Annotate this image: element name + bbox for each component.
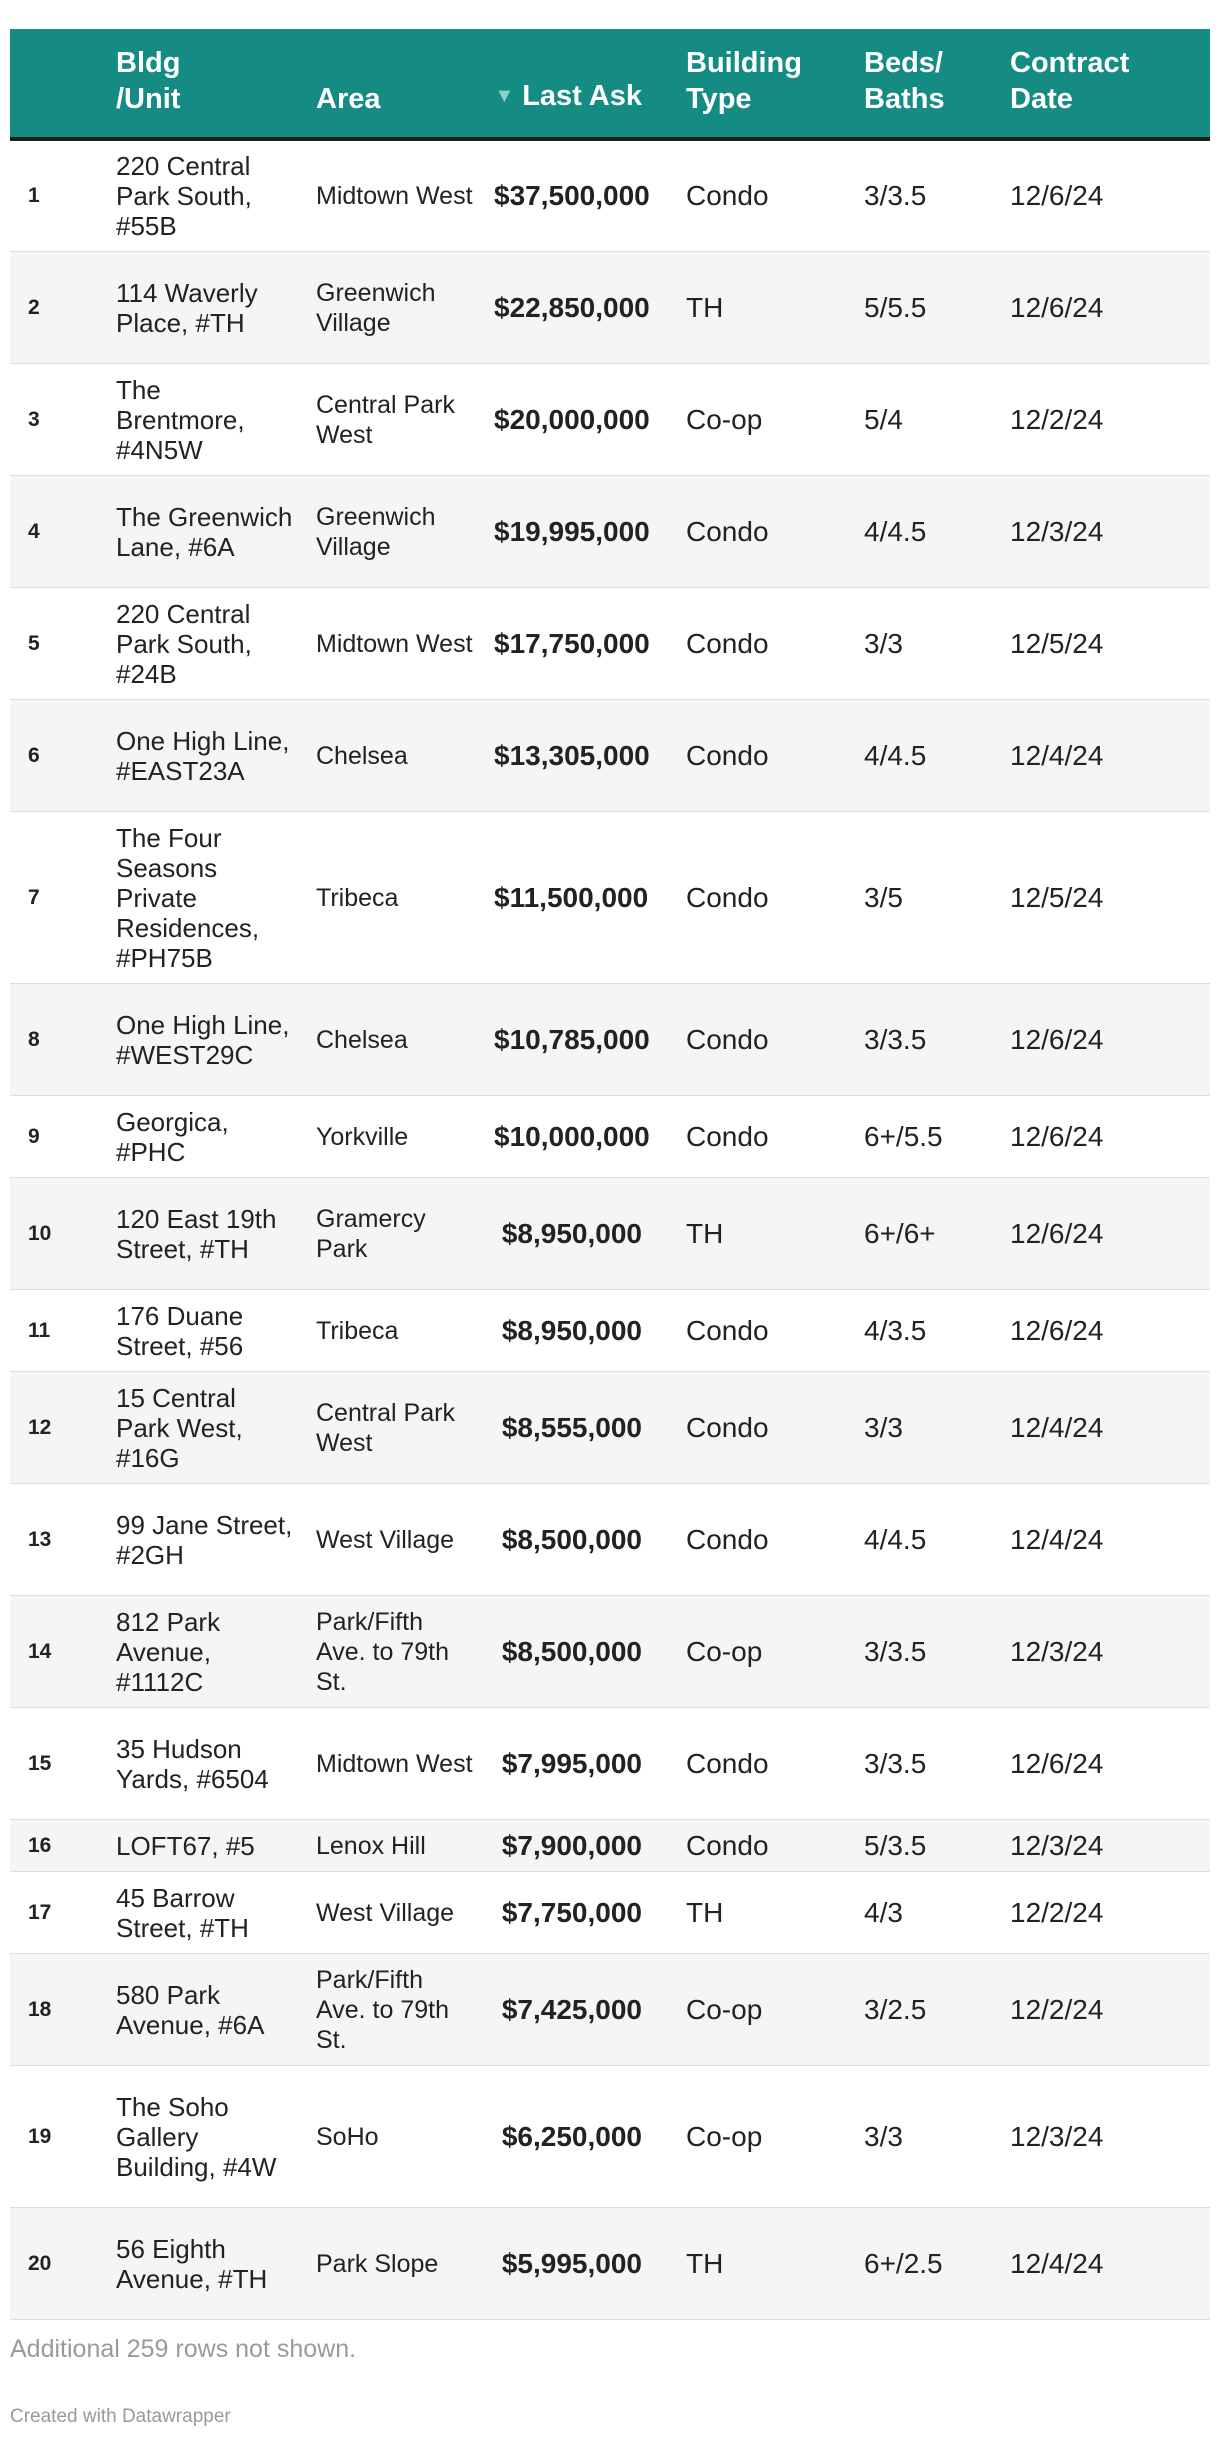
header-beds-baths[interactable]	[854, 29, 1000, 139]
cell-contract-date: 12/6/24	[1000, 1290, 1210, 1372]
cell-beds-baths: 3/3.5	[854, 1596, 1000, 1708]
cell-rank: 9	[10, 1096, 106, 1178]
header-building-type[interactable]	[676, 29, 854, 139]
cell-area: Park Slope	[306, 2208, 484, 2320]
cell-last-ask: $13,305,000	[484, 700, 676, 812]
cell-beds-baths: 3/3.5	[854, 1708, 1000, 1820]
cell-contract-date: 12/4/24	[1000, 1372, 1210, 1484]
cell-rank: 10	[10, 1178, 106, 1290]
cell-beds-baths: 5/5.5	[854, 252, 1000, 364]
table-row	[10, 1096, 1210, 1178]
cell-contract-date: 12/6/24	[1000, 1708, 1210, 1820]
cell-unit: 812 Park Avenue, #1112C	[106, 1596, 306, 1708]
cell-rank: 20	[10, 2208, 106, 2320]
cell-beds-baths: 3/5	[854, 812, 1000, 984]
cell-contract-date: 12/3/24	[1000, 2066, 1210, 2208]
cell-area: Midtown West	[306, 139, 484, 252]
cell-area: Lenox Hill	[306, 1820, 484, 1872]
table-row	[10, 1954, 1210, 2066]
cell-building-type: Co-op	[676, 1596, 854, 1708]
table-row	[10, 1372, 1210, 1484]
cell-contract-date: 12/6/24	[1000, 984, 1210, 1096]
cell-rank: 13	[10, 1484, 106, 1596]
cell-unit: 15 Central Park West, #16G	[106, 1372, 306, 1484]
cell-last-ask: $8,950,000	[484, 1178, 676, 1290]
cell-contract-date: 12/3/24	[1000, 476, 1210, 588]
cell-building-type: TH	[676, 252, 854, 364]
cell-contract-date: 12/3/24	[1000, 1820, 1210, 1872]
cell-contract-date: 12/2/24	[1000, 1872, 1210, 1954]
cell-area: Park/Fifth Ave. to 79th St.	[306, 1954, 484, 2066]
cell-beds-baths: 3/3	[854, 588, 1000, 700]
cell-unit: 220 Central Park South, #55B	[106, 139, 306, 252]
table-row	[10, 984, 1210, 1096]
cell-building-type: TH	[676, 1872, 854, 1954]
cell-last-ask: $20,000,000	[484, 364, 676, 476]
cell-beds-baths: 3/2.5	[854, 1954, 1000, 2066]
table-row	[10, 2066, 1210, 2208]
cell-rank: 6	[10, 700, 106, 812]
cell-building-type: Condo	[676, 1290, 854, 1372]
cell-rank: 16	[10, 1820, 106, 1872]
cell-last-ask: $6,250,000	[484, 2066, 676, 2208]
cell-building-type: Condo	[676, 1096, 854, 1178]
cell-building-type: Condo	[676, 700, 854, 812]
cell-rank: 12	[10, 1372, 106, 1484]
cell-unit: One High Line, #WEST29C	[106, 984, 306, 1096]
listings-table	[10, 29, 1210, 2320]
cell-last-ask: $7,750,000	[484, 1872, 676, 1954]
cell-unit: Georgica, #PHC	[106, 1096, 306, 1178]
cell-last-ask: $8,500,000	[484, 1484, 676, 1596]
cell-beds-baths: 4/4.5	[854, 1484, 1000, 1596]
header-building-type-label: Building Type	[686, 47, 802, 115]
table-row	[10, 476, 1210, 588]
table-row	[10, 1596, 1210, 1708]
table-row	[10, 1178, 1210, 1290]
cell-last-ask: $10,785,000	[484, 984, 676, 1096]
cell-area: Park/Fifth Ave. to 79th St.	[306, 1596, 484, 1708]
cell-unit: 176 Duane Street, #56	[106, 1290, 306, 1372]
cell-contract-date: 12/6/24	[1000, 252, 1210, 364]
table-row	[10, 1290, 1210, 1372]
cell-beds-baths: 5/3.5	[854, 1820, 1000, 1872]
cell-rank: 7	[10, 812, 106, 984]
cell-unit: 220 Central Park South, #24B	[106, 588, 306, 700]
cell-last-ask: $8,950,000	[484, 1290, 676, 1372]
cell-beds-baths: 3/3	[854, 2066, 1000, 2208]
cell-building-type: TH	[676, 1178, 854, 1290]
cell-unit: One High Line, #EAST23A	[106, 700, 306, 812]
cell-beds-baths: 4/3.5	[854, 1290, 1000, 1372]
cell-rank: 14	[10, 1596, 106, 1708]
table-row	[10, 1484, 1210, 1596]
cell-building-type: Condo	[676, 1484, 854, 1596]
cell-contract-date: 12/5/24	[1000, 812, 1210, 984]
table-row	[10, 139, 1210, 252]
cell-contract-date: 12/6/24	[1000, 139, 1210, 252]
cell-rank: 3	[10, 364, 106, 476]
header-last-ask[interactable]	[484, 29, 676, 139]
cell-building-type: Condo	[676, 139, 854, 252]
table-notes: Additional 259 rows not shown.	[10, 2335, 357, 2363]
cell-rank: 4	[10, 476, 106, 588]
cell-rank: 19	[10, 2066, 106, 2208]
cell-rank: 17	[10, 1872, 106, 1954]
cell-last-ask: $7,425,000	[484, 1954, 676, 2066]
cell-last-ask: $8,500,000	[484, 1596, 676, 1708]
table-row	[10, 1708, 1210, 1820]
cell-last-ask: $37,500,000	[484, 139, 676, 252]
cell-beds-baths: 5/4	[854, 364, 1000, 476]
cell-last-ask: $19,995,000	[484, 476, 676, 588]
cell-rank: 2	[10, 252, 106, 364]
cell-last-ask: $17,750,000	[484, 588, 676, 700]
cell-building-type: Co-op	[676, 2066, 854, 2208]
cell-unit: 35 Hudson Yards, #6504	[106, 1708, 306, 1820]
cell-contract-date: 12/4/24	[1000, 1484, 1210, 1596]
cell-unit: The Four Seasons Private Residences, #PH75B	[106, 812, 306, 984]
table-row	[10, 1820, 1210, 1872]
table-row	[10, 588, 1210, 700]
cell-last-ask: $5,995,000	[484, 2208, 676, 2320]
table-row	[10, 364, 1210, 476]
cell-unit: LOFT67, #5	[106, 1820, 306, 1872]
cell-last-ask: $11,500,000	[484, 812, 676, 984]
cell-building-type: Co-op	[676, 1954, 854, 2066]
cell-contract-date: 12/2/24	[1000, 364, 1210, 476]
cell-unit: 45 Barrow Street, #TH	[106, 1872, 306, 1954]
cell-area: Central Park West	[306, 364, 484, 476]
cell-last-ask: $7,995,000	[484, 1708, 676, 1820]
cell-last-ask: $22,850,000	[484, 252, 676, 364]
cell-area: Tribeca	[306, 812, 484, 984]
datawrapper-credit[interactable]: Created with Datawrapper	[10, 2406, 231, 2427]
table-row	[10, 1872, 1210, 1954]
header-row	[10, 29, 1210, 139]
cell-area: Chelsea	[306, 700, 484, 812]
cell-rank: 18	[10, 1954, 106, 2066]
cell-building-type: Condo	[676, 1708, 854, 1820]
table-row	[10, 812, 1210, 984]
cell-area: Greenwich Village	[306, 252, 484, 364]
cell-contract-date: 12/3/24	[1000, 1596, 1210, 1708]
cell-building-type: Condo	[676, 588, 854, 700]
cell-rank: 11	[10, 1290, 106, 1372]
cell-beds-baths: 3/3	[854, 1372, 1000, 1484]
cell-area: Central Park West	[306, 1372, 484, 1484]
cell-last-ask: $7,900,000	[484, 1820, 676, 1872]
cell-rank: 1	[10, 139, 106, 252]
cell-area: Midtown West	[306, 588, 484, 700]
header-beds-baths-label: Beds/ Baths	[864, 47, 945, 115]
cell-contract-date: 12/4/24	[1000, 700, 1210, 812]
table-row	[10, 252, 1210, 364]
cell-rank: 15	[10, 1708, 106, 1820]
header-rank[interactable]	[10, 29, 106, 139]
cell-unit: The Soho Gallery Building, #4W	[106, 2066, 306, 2208]
cell-last-ask: $10,000,000	[484, 1096, 676, 1178]
cell-rank: 8	[10, 984, 106, 1096]
cell-unit: 99 Jane Street, #2GH	[106, 1484, 306, 1596]
cell-building-type: TH	[676, 2208, 854, 2320]
cell-building-type: Condo	[676, 476, 854, 588]
cell-area: SoHo	[306, 2066, 484, 2208]
cell-contract-date: 12/2/24	[1000, 1954, 1210, 2066]
header-contract-date[interactable]	[1000, 29, 1210, 139]
header-unit-label: Bldg /Unit	[116, 47, 181, 115]
table-row	[10, 700, 1210, 812]
sort-descending-icon: ▼	[494, 85, 515, 107]
header-last-ask-label: Last Ask	[522, 80, 642, 112]
cell-unit: 120 East 19th Street, #TH	[106, 1178, 306, 1290]
table-container	[10, 29, 1210, 2320]
cell-area: West Village	[306, 1484, 484, 1596]
header-contract-date-label: Contract Date	[1010, 47, 1130, 115]
cell-area: Tribeca	[306, 1290, 484, 1372]
cell-area: Midtown West	[306, 1708, 484, 1820]
cell-unit: The Greenwich Lane, #6A	[106, 476, 306, 588]
cell-contract-date: 12/6/24	[1000, 1178, 1210, 1290]
cell-beds-baths: 3/3.5	[854, 139, 1000, 252]
cell-area: West Village	[306, 1872, 484, 1954]
cell-contract-date: 12/4/24	[1000, 2208, 1210, 2320]
cell-beds-baths: 4/3	[854, 1872, 1000, 1954]
header-unit[interactable]	[106, 29, 306, 139]
cell-unit: 580 Park Avenue, #6A	[106, 1954, 306, 2066]
table-row	[10, 2208, 1210, 2320]
table-body	[10, 139, 1210, 2320]
cell-building-type: Condo	[676, 984, 854, 1096]
cell-area: Yorkville	[306, 1096, 484, 1178]
cell-contract-date: 12/5/24	[1000, 588, 1210, 700]
table-header	[10, 29, 1210, 139]
cell-contract-date: 12/6/24	[1000, 1096, 1210, 1178]
cell-beds-baths: 4/4.5	[854, 700, 1000, 812]
header-area[interactable]: Area	[316, 83, 381, 115]
cell-unit: The Brentmore, #4N5W	[106, 364, 306, 476]
cell-unit: 114 Waverly Place, #TH	[106, 252, 306, 364]
cell-rank: 5	[10, 588, 106, 700]
cell-area: Gramercy Park	[306, 1178, 484, 1290]
cell-unit: 56 Eighth Avenue, #TH	[106, 2208, 306, 2320]
cell-building-type: Co-op	[676, 364, 854, 476]
cell-beds-baths: 6+/6+	[854, 1178, 1000, 1290]
cell-area: Chelsea	[306, 984, 484, 1096]
cell-building-type: Condo	[676, 1820, 854, 1872]
cell-beds-baths: 6+/2.5	[854, 2208, 1000, 2320]
cell-building-type: Condo	[676, 1372, 854, 1484]
cell-last-ask: $8,555,000	[484, 1372, 676, 1484]
cell-beds-baths: 3/3.5	[854, 984, 1000, 1096]
cell-beds-baths: 6+/5.5	[854, 1096, 1000, 1178]
cell-building-type: Condo	[676, 812, 854, 984]
cell-beds-baths: 4/4.5	[854, 476, 1000, 588]
cell-area: Greenwich Village	[306, 476, 484, 588]
